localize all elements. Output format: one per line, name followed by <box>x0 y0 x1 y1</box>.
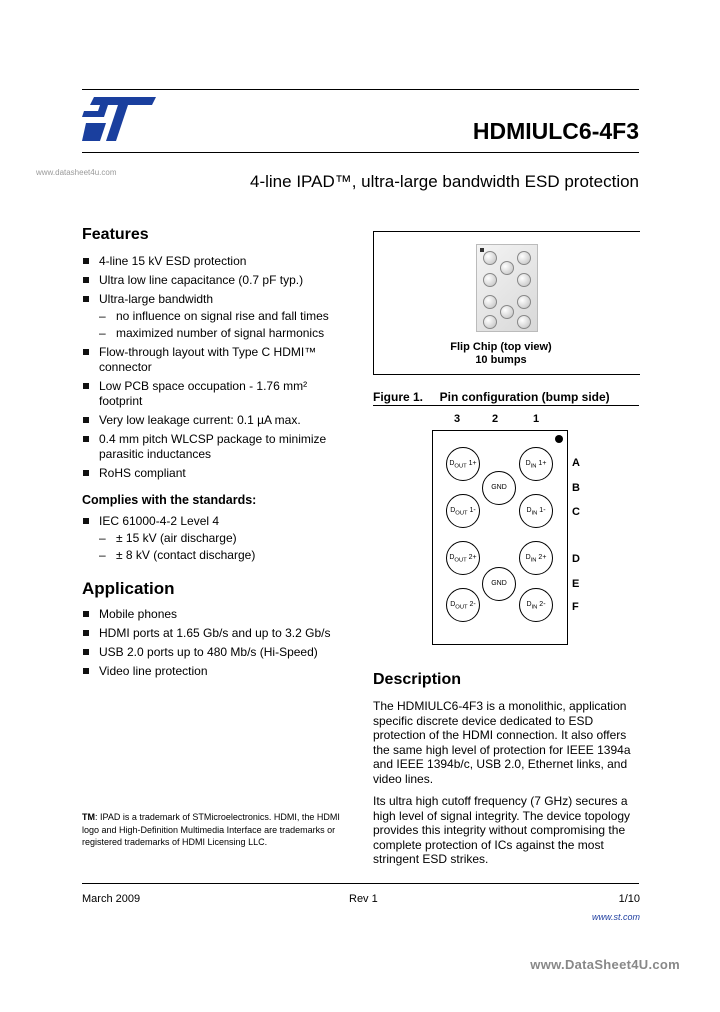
pin1-marker-icon <box>555 435 563 443</box>
list-item <box>82 254 347 269</box>
application-heading: Application <box>82 579 175 598</box>
list-item <box>82 379 347 409</box>
sub-list-item: – no influence on signal rise and fall times <box>99 309 347 324</box>
list-item-text: USB 2.0 ports up to 480 Mb/s (Hi-Speed) <box>99 645 318 659</box>
application-list <box>82 607 347 683</box>
pin-din2p: $D_{IN}$ 2+ <box>519 541 553 575</box>
column-label: 2 <box>492 413 499 425</box>
row-label: B <box>572 482 580 494</box>
sub-list-item: – maximized number of signal harmonics <box>99 326 347 341</box>
list-item <box>82 432 347 462</box>
footer-page-number: 1/10 <box>618 893 640 905</box>
pin-din1m: $D_{IN}$ 1- <box>519 494 553 528</box>
list-item <box>82 345 347 375</box>
list-item <box>82 664 347 679</box>
page-subtitle: 4-line IPAD™, ultra-large bandwidth ESD protection <box>250 172 639 191</box>
sub-list-item: – ± 15 kV (air discharge) <box>99 531 347 546</box>
pin-dout2m: $D_{OUT}$ 2- <box>446 588 480 622</box>
list-item <box>82 514 347 563</box>
pin-dout1p: $D_{OUT}$ 1+ <box>446 447 480 481</box>
trademark-text: : IPAD is a trademark of STMicroelectronics. HDMI, the HDMI logo and High-Definition Multimedia Interface are trademarks or registered trademarks of HDMI Licensing LLC. <box>82 812 340 847</box>
sub-list <box>99 531 347 563</box>
list-item-text: Flow-through layout with Type C HDMI™ connector <box>99 345 317 374</box>
part-number: HDMIULC6-4F3 <box>472 118 639 144</box>
list-item-text: Very low leakage current: 0.1 µA max. <box>99 413 301 427</box>
list-item-text: 0.4 mm pitch WLCSP package to minimize parasitic inductances <box>99 432 327 461</box>
list-item <box>82 292 347 341</box>
footer-rule <box>82 883 639 884</box>
row-label: E <box>572 578 580 590</box>
standards-list <box>82 514 347 567</box>
trademark-note <box>82 811 342 849</box>
pin-diagram <box>432 430 568 645</box>
figure-rule <box>373 405 639 406</box>
sub-list-item: – ± 8 kV (contact discharge) <box>99 548 347 563</box>
watermark-bottom: www.DataSheet4U.com <box>530 957 680 972</box>
list-item-text: Ultra low line capacitance (0.7 pF typ.) <box>99 273 304 287</box>
pin-gnd-e2: GND <box>482 567 516 601</box>
list-item <box>82 645 347 660</box>
top-rule <box>82 89 639 90</box>
flip-chip-image <box>476 244 538 332</box>
package-caption-line2: 10 bumps <box>475 354 527 366</box>
standards-heading: Complies with the standards: <box>82 493 257 507</box>
pin-gnd-b2: GND <box>482 471 516 505</box>
list-item <box>82 273 347 288</box>
list-item-text: 4-line 15 kV ESD protection <box>99 254 247 268</box>
figure-title: Figure 1. Pin configuration (bump side) <box>373 390 610 404</box>
list-item-text: Low PCB space occupation - 1.76 mm² footprint <box>99 379 308 408</box>
features-list <box>82 254 347 485</box>
list-item-text: Ultra-large bandwidth <box>99 292 214 306</box>
list-item-text: IEC 61000-4-2 Level 4 <box>99 514 220 528</box>
list-item-text: RoHS compliant <box>99 466 186 480</box>
watermark-top: www.datasheet4u.com <box>36 168 117 177</box>
row-label: F <box>572 601 579 613</box>
list-item <box>82 626 347 641</box>
list-item <box>82 466 347 481</box>
description-paragraph-1: The HDMIULC6-4F3 is a monolithic, application specific discrete device dedicated to ESD protection of the HDMI connection. It also offers the same high level of protection for IEEE 1394a and IEEE 1394b/c, USB 2.0, Ethernet links, and video lines. <box>373 699 631 786</box>
row-label: C <box>572 506 580 518</box>
column-label: 3 <box>454 413 461 425</box>
package-caption-line1: Flip Chip (top view) <box>450 341 552 353</box>
row-label: A <box>572 457 580 469</box>
column-label: 1 <box>533 413 540 425</box>
list-item-text: Mobile phones <box>99 607 178 621</box>
features-heading: Features <box>82 226 149 243</box>
st-logo-icon <box>82 97 156 141</box>
sub-list <box>99 309 347 341</box>
row-label: D <box>572 553 580 565</box>
description-paragraph-2: Its ultra high cutoff frequency (7 GHz) secures a high level of signal integrity. The device topology provides this integrity without compromising the complete protection of ICs against the most stringent ESD strikes. <box>373 794 631 867</box>
list-item <box>82 607 347 622</box>
footer-revision: Rev 1 <box>349 893 378 905</box>
website-link[interactable]: www.st.com <box>591 912 640 922</box>
pin-dout2p: $D_{OUT}$ 2+ <box>446 541 480 575</box>
pin-dout1m: $D_{OUT}$ 1- <box>446 494 480 528</box>
list-item-text: Video line protection <box>99 664 208 678</box>
list-item <box>82 413 347 428</box>
list-item-text: HDMI ports at 1.65 Gb/s and up to 3.2 Gb/s <box>99 626 331 640</box>
pin-din2m: $D_{IN}$ 2- <box>519 588 553 622</box>
footer-date: March 2009 <box>82 893 141 905</box>
header-rule <box>82 152 639 153</box>
trademark-label: TM <box>82 812 95 822</box>
description-heading: Description <box>373 671 462 688</box>
pin-din1p: $D_{IN}$ 1+ <box>519 447 553 481</box>
